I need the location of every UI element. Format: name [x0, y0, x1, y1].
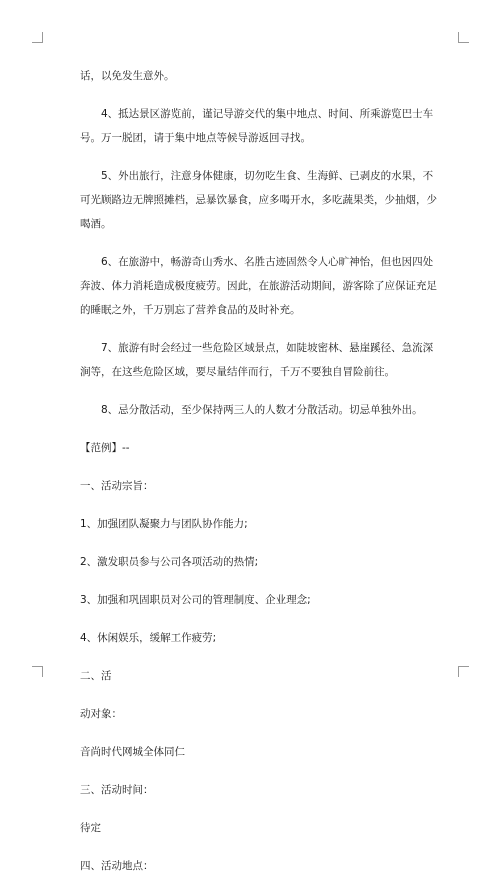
document-body [80, 64, 440, 892]
paragraph: 音尚时代网城全体同仁 [80, 746, 185, 758]
paragraph: 待定 [80, 822, 101, 834]
paragraph: 1、加强团队凝聚力与团队协作能力; [80, 518, 248, 530]
paragraph: 3、加强和巩固职员对公司的管理制度、企业理念; [80, 594, 311, 606]
corner-mark-bottom-left [32, 666, 43, 677]
paragraph: 8、忌分散活动，至少保持两三人的人数才分散活动。切忌单独外出。 [101, 404, 423, 416]
corner-mark-bottom-right [458, 666, 469, 677]
paragraph: 四、活动地点： [80, 860, 154, 872]
corner-mark-top-left [32, 32, 43, 43]
paragraph: 二、活 [80, 670, 112, 682]
paragraph: 7、旅游有时会经过一些危险区域景点，如陡坡密林、悬崖蹊径、急流深涧等，在这些危险区域，要尽量结伴而行，千万不要独自冒险前往。 [80, 342, 434, 378]
paragraph: 5、外出旅行，注意身体健康，切勿吃生食、生海鲜、已剥皮的水果，不可光顾路边无牌照摊档，忌暴饮暴食，应多喝开水，多吃蔬果类，少抽烟，少喝酒。 [80, 170, 437, 230]
paragraph: 一、活动宗旨： [80, 480, 154, 492]
paragraph: 2、激发职员参与公司各项活动的热情; [80, 556, 259, 568]
paragraph: 6、在旅游中，畅游奇山秀水、名胜古迹固然令人心旷神怡，但也因四处奔波、体力消耗造成极度疲劳。因此，在旅游活动期间，游客除了应保证充足的睡眠之外，千万别忘了营养食品的及时补充。 [80, 256, 437, 316]
paragraph: 三、活动时间： [80, 784, 154, 796]
paragraph: 4、休闲娱乐，缓解工作疲劳; [80, 632, 217, 644]
paragraph: 话，以免发生意外。 [80, 70, 175, 82]
paragraph: 【范例】-- [80, 442, 130, 454]
paragraph: 动对象： [80, 708, 122, 720]
corner-mark-top-right [458, 32, 469, 43]
paragraph: 4、抵达景区游览前，谨记导游交代的集中地点、时间、所乘游览巴士车号。万一脱团，请于集中地点等候导游返回寻找。 [80, 108, 434, 144]
